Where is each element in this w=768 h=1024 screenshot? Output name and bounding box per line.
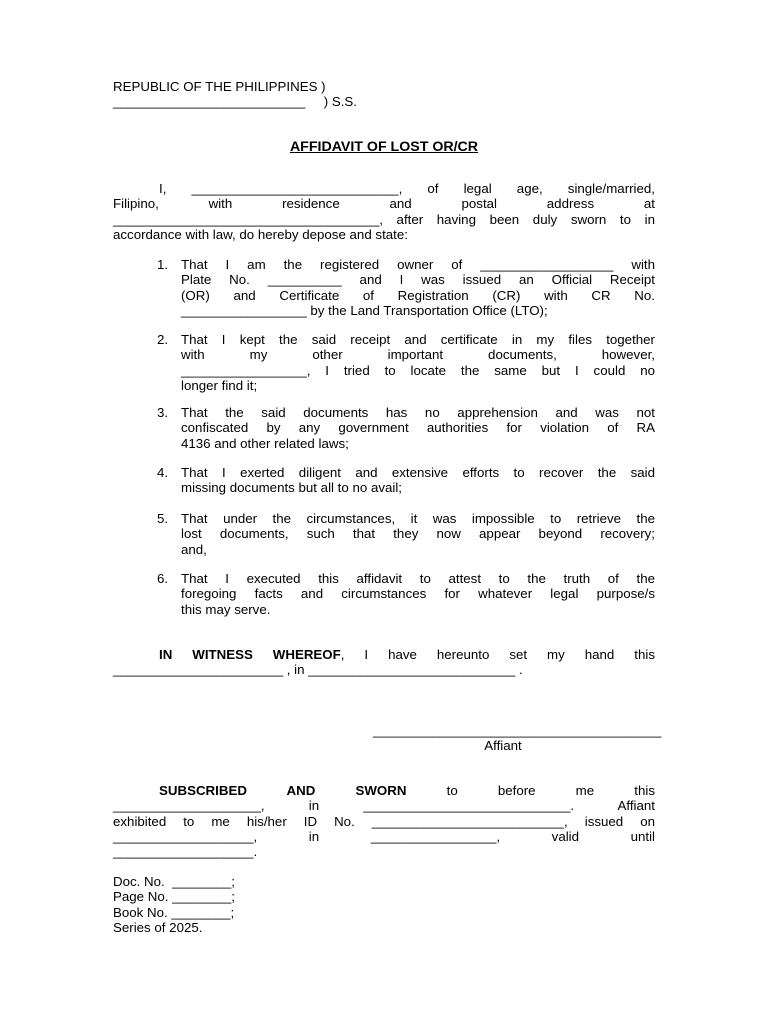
jurat-text: to before me this — [446, 783, 655, 798]
jurat-line-2: ____________________, in ____________________________. Affiant — [113, 798, 655, 814]
intro-paragraph — [113, 181, 655, 242]
statement-number: 4. — [157, 465, 169, 480]
statement-item-5 — [157, 511, 655, 557]
book-number: Book No. ________; — [113, 904, 235, 920]
witness-line-1 — [113, 647, 655, 662]
witness-text: , I have hereunto set my hand this — [340, 647, 655, 662]
jurat-line-4: ___________________, in _________________, valid until — [113, 828, 655, 844]
statement-item-6 — [157, 571, 655, 617]
statement-line: (OR) and Certificate of Registration (CR) with CR No. — [181, 287, 655, 303]
statement-line: That the said documents has no apprehension and was not — [181, 405, 655, 420]
witness-paragraph — [113, 647, 655, 678]
witness-line-2: _______________________ , in ____________________________ . — [113, 662, 523, 678]
venue-republic-line: REPUBLIC OF THE PHILIPPINES ) — [113, 79, 326, 94]
intro-line-4: accordance with law, do hereby depose and state: — [113, 226, 408, 242]
statement-line: missing documents but all to no avail; — [181, 480, 402, 496]
statement-line: this may serve. — [181, 601, 271, 617]
jurat-line-3: exhibited to me his/her ID No. __________________________, issued on — [113, 813, 655, 829]
statement-line: confiscated by any government authorities for violation of RA — [181, 420, 655, 436]
statement-line: foregoing facts and circumstances for whatever legal purpose/s — [181, 586, 655, 602]
jurat-line-1 — [113, 783, 655, 798]
statement-line: and, — [181, 541, 207, 557]
jurat-bold-sworn: SWORN — [355, 783, 407, 798]
statements-list — [157, 571, 655, 617]
doc-number: Doc. No. ________; — [113, 874, 235, 889]
series-year: Series of 2025. — [113, 919, 203, 935]
venue-ss-line: __________________________ ) S.S. — [113, 94, 357, 110]
jurat-line-5: ___________________. — [113, 844, 258, 860]
statement-number: 6. — [157, 571, 169, 586]
statement-line: That I kept the said receipt and certificate in my files together — [181, 332, 655, 347]
statement-item-3 — [157, 405, 655, 451]
statement-line: _________________ by the Land Transportation Office (LTO); — [181, 302, 548, 318]
statement-line: longer find it; — [181, 377, 258, 393]
witness-bold-phrase: IN WITNESS WHEREOF — [159, 647, 341, 662]
affiant-signature-line: _______________________________________ — [373, 723, 662, 738]
statement-line: That I exerted diligent and extensive efforts to recover the said — [181, 465, 655, 480]
statement-line: lost documents, such that they now appear beyond recovery; — [181, 526, 655, 542]
statement-line: That under the circumstances, it was impossible to retrieve the — [181, 511, 655, 526]
statement-line: with my other important documents, however, — [181, 347, 655, 363]
statement-item-4 — [157, 465, 655, 496]
statements-list — [157, 511, 655, 557]
statement-number: 3. — [157, 405, 169, 420]
statement-line: That I executed this affidavit to attest to the truth of the — [181, 571, 655, 586]
venue-header — [113, 79, 655, 110]
statement-line: That I am the registered owner of __________________ with — [181, 257, 655, 272]
affiant-label: Affiant — [484, 738, 522, 753]
statement-number: 2. — [157, 332, 169, 347]
intro-line-3: ____________________________________, after having been duly sworn to in — [113, 211, 655, 227]
notarial-register — [113, 874, 655, 935]
statements-list — [157, 332, 655, 393]
page-number: Page No. ________; — [113, 889, 235, 905]
intro-line-1: I, ____________________________, of legal age, single/married, — [159, 181, 655, 196]
statement-item-1 — [157, 257, 655, 318]
statement-line: 4136 and other related laws; — [181, 435, 349, 451]
document-title: AFFIDAVIT OF LOST OR/CR — [289, 139, 479, 155]
statements-list — [157, 257, 655, 318]
statement-line: Plate No. __________ and I was issued an Official Receipt — [181, 272, 655, 288]
statement-item-2 — [157, 332, 655, 393]
intro-line-2: Filipino, with residence and postal address at — [113, 196, 655, 212]
jurat-paragraph — [113, 783, 655, 859]
statement-number: 5. — [157, 511, 169, 526]
statements-list — [157, 465, 655, 496]
jurat-bold-subscribed: SUBSCRIBED AND — [159, 783, 316, 798]
statement-line: _________________, I tried to locate the same but I could no — [181, 362, 655, 378]
statement-number: 1. — [157, 257, 169, 272]
statements-list — [157, 405, 655, 451]
